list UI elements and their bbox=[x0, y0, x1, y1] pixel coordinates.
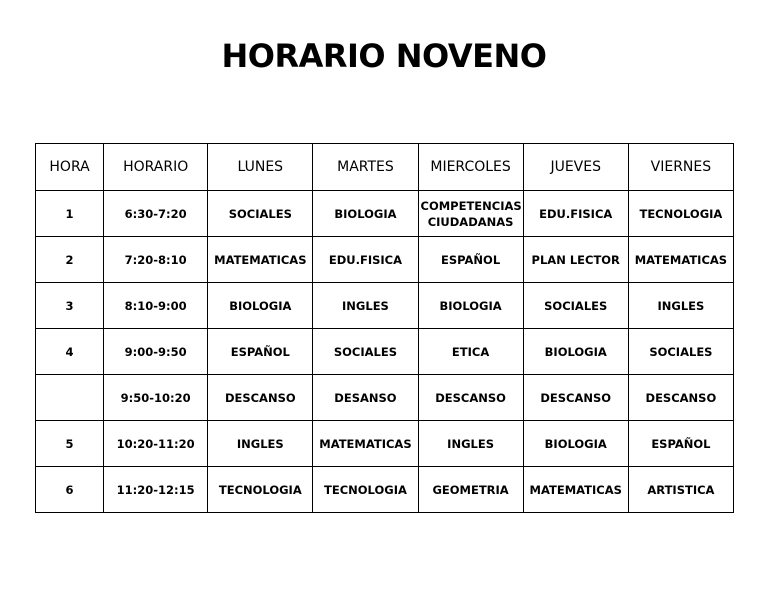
cell-lunes: ESPAÑOL bbox=[208, 329, 313, 375]
cell-jueves: DESCANSO bbox=[523, 375, 628, 421]
table-row bbox=[36, 237, 734, 283]
cell-hora: 6 bbox=[36, 467, 104, 513]
cell-martes: TECNOLOGIA bbox=[313, 467, 418, 513]
cell-jueves: BIOLOGIA bbox=[523, 421, 628, 467]
cell-miercoles: ESPAÑOL bbox=[418, 237, 523, 283]
table-row bbox=[36, 283, 734, 329]
cell-lunes: SOCIALES bbox=[208, 191, 313, 237]
page-title: HORARIO NOVENO bbox=[221, 37, 547, 75]
cell-viernes: ESPAÑOL bbox=[628, 421, 733, 467]
cell-miercoles: DESCANSO bbox=[418, 375, 523, 421]
header-viernes: VIERNES bbox=[628, 144, 733, 191]
cell-jueves: EDU.FISICA bbox=[523, 191, 628, 237]
table-row bbox=[36, 375, 734, 421]
header-row bbox=[36, 144, 734, 191]
cell-miercoles: BIOLOGIA bbox=[418, 283, 523, 329]
cell-hora bbox=[36, 375, 104, 421]
table-header bbox=[36, 144, 734, 191]
cell-martes: BIOLOGIA bbox=[313, 191, 418, 237]
cell-viernes: ARTISTICA bbox=[628, 467, 733, 513]
cell-martes: INGLES bbox=[313, 283, 418, 329]
cell-jueves: MATEMATICAS bbox=[523, 467, 628, 513]
cell-jueves: PLAN LECTOR bbox=[523, 237, 628, 283]
header-miercoles: MIERCOLES bbox=[418, 144, 523, 191]
schedule-table bbox=[35, 143, 734, 513]
cell-martes: MATEMATICAS bbox=[313, 421, 418, 467]
cell-lunes: MATEMATICAS bbox=[208, 237, 313, 283]
cell-viernes: MATEMATICAS bbox=[628, 237, 733, 283]
cell-viernes: SOCIALES bbox=[628, 329, 733, 375]
header-hora: HORA bbox=[36, 144, 104, 191]
cell-lunes: DESCANSO bbox=[208, 375, 313, 421]
table-row bbox=[36, 421, 734, 467]
cell-horario: 9:50-10:20 bbox=[104, 375, 208, 421]
table-body bbox=[36, 191, 734, 513]
cell-horario: 8:10-9:00 bbox=[104, 283, 208, 329]
header-jueves: JUEVES bbox=[523, 144, 628, 191]
cell-jueves: BIOLOGIA bbox=[523, 329, 628, 375]
header-martes: MARTES bbox=[313, 144, 418, 191]
table-row bbox=[36, 467, 734, 513]
cell-horario: 7:20-8:10 bbox=[104, 237, 208, 283]
cell-hora: 5 bbox=[36, 421, 104, 467]
cell-lunes: INGLES bbox=[208, 421, 313, 467]
cell-miercoles: COMPETENCIAS CIUDADANAS bbox=[418, 191, 523, 237]
header-horario: HORARIO bbox=[104, 144, 208, 191]
cell-miercoles: GEOMETRIA bbox=[418, 467, 523, 513]
cell-lunes: TECNOLOGIA bbox=[208, 467, 313, 513]
cell-martes: DESANSO bbox=[313, 375, 418, 421]
cell-horario: 6:30-7:20 bbox=[104, 191, 208, 237]
header-lunes: LUNES bbox=[208, 144, 313, 191]
cell-horario: 9:00-9:50 bbox=[104, 329, 208, 375]
cell-miercoles: INGLES bbox=[418, 421, 523, 467]
cell-martes: EDU.FISICA bbox=[313, 237, 418, 283]
cell-miercoles: ETICA bbox=[418, 329, 523, 375]
cell-hora: 1 bbox=[36, 191, 104, 237]
cell-horario: 10:20-11:20 bbox=[104, 421, 208, 467]
cell-hora: 4 bbox=[36, 329, 104, 375]
cell-jueves: SOCIALES bbox=[523, 283, 628, 329]
cell-viernes: INGLES bbox=[628, 283, 733, 329]
cell-viernes: TECNOLOGIA bbox=[628, 191, 733, 237]
table-row bbox=[36, 191, 734, 237]
cell-hora: 2 bbox=[36, 237, 104, 283]
cell-horario: 11:20-12:15 bbox=[104, 467, 208, 513]
cell-hora: 3 bbox=[36, 283, 104, 329]
cell-lunes: BIOLOGIA bbox=[208, 283, 313, 329]
cell-martes: SOCIALES bbox=[313, 329, 418, 375]
cell-viernes: DESCANSO bbox=[628, 375, 733, 421]
table-row bbox=[36, 329, 734, 375]
